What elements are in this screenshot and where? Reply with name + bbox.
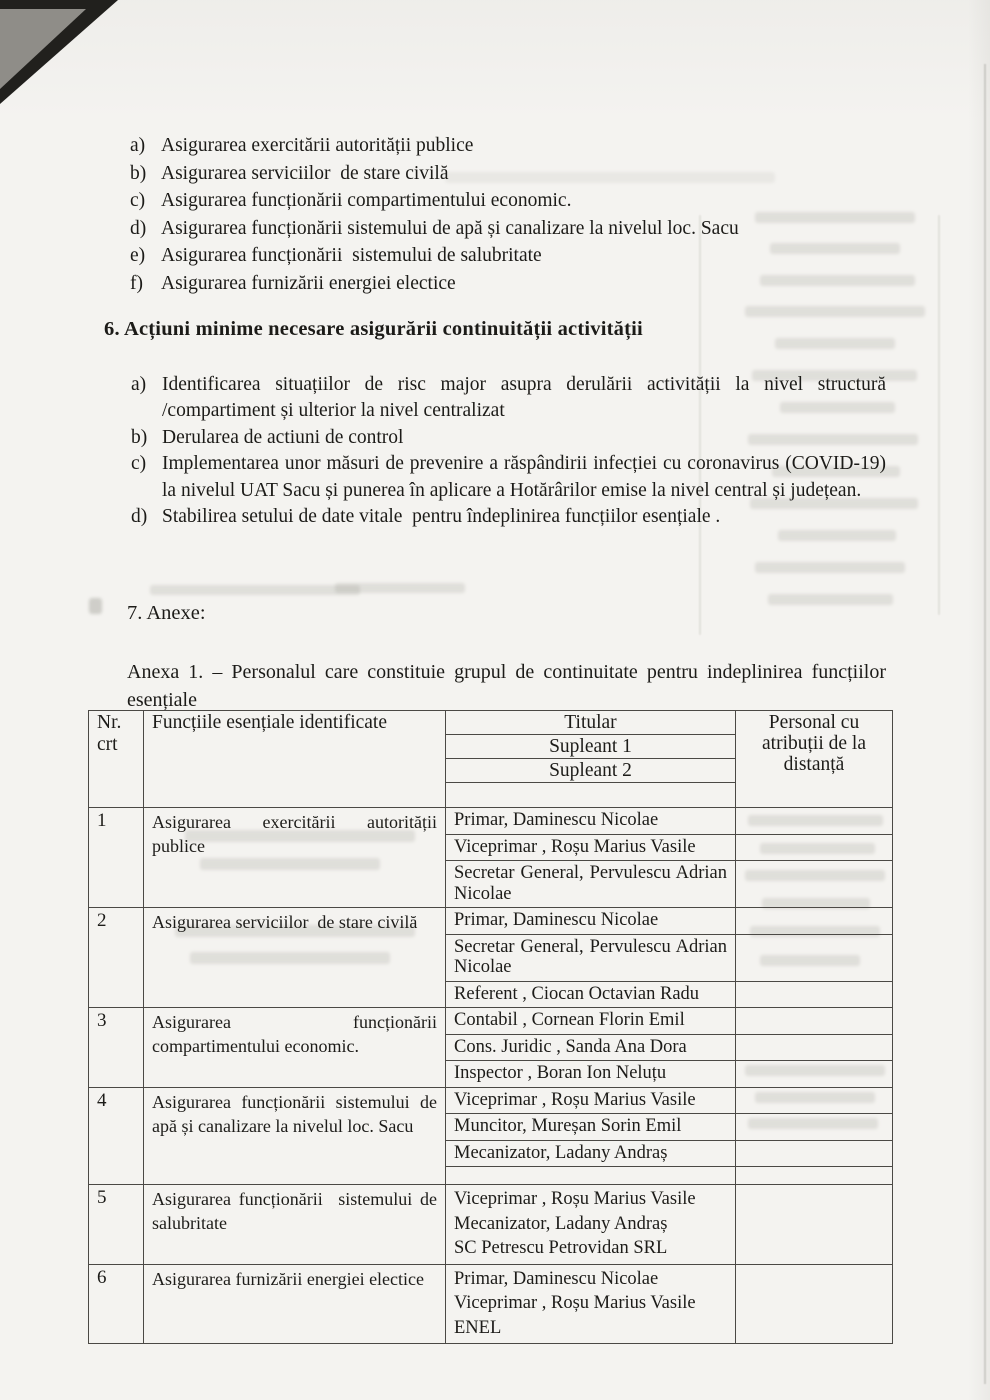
bleedthrough-smudge xyxy=(150,585,360,595)
remote-cell xyxy=(736,1264,893,1344)
bleedthrough-smudge xyxy=(778,530,896,541)
row-number: 1 xyxy=(89,808,144,908)
person-cell: Viceprimar , Roșu Marius Vasile xyxy=(446,1087,736,1114)
person-cell: Secretar General, Pervulescu Adrian Nicolae xyxy=(446,861,736,908)
section-7-heading: 7. Anexe: xyxy=(127,602,206,624)
list-item xyxy=(131,451,891,504)
list-item xyxy=(130,132,890,160)
remote-cell xyxy=(736,934,893,981)
header-filler-cell xyxy=(446,783,736,808)
function-cell: Asigurarea furnizării energiei electice xyxy=(144,1264,446,1344)
header-titular: Titular xyxy=(446,711,736,735)
person-line: ENEL xyxy=(454,1317,502,1338)
list-item-text: Asigurarea furnizării energiei electice xyxy=(161,272,456,294)
bleedthrough-smudge xyxy=(335,583,465,593)
list-item-text: Stabilirea setului de date vitale pentru îndeplinirea funcțiilor esențiale . xyxy=(162,506,721,528)
bleedthrough-smudge xyxy=(768,594,893,605)
list-item-marker: d) xyxy=(131,506,148,528)
person-cell: Contabil , Cornean Florin Emil xyxy=(446,1008,736,1035)
list-item-marker: d) xyxy=(130,217,147,239)
list-item-text: Asigurarea funcționării sistemului de salubritate xyxy=(161,245,542,267)
list-item-text: Identificarea situațiilor de risc major asupra derulării activității la nivel structură /compartiment și ulterior la nivel centralizat xyxy=(162,374,891,422)
list-item-marker: e) xyxy=(130,245,146,267)
remote-cell xyxy=(736,1114,893,1141)
remote-cell xyxy=(736,1061,893,1088)
person-cell xyxy=(446,1264,736,1344)
header-functions: Funcțiile esențiale identificate xyxy=(144,711,446,808)
list-item xyxy=(130,160,890,188)
person-cell: Viceprimar , Roșu Marius Vasile xyxy=(446,834,736,861)
table-row xyxy=(89,1185,893,1265)
person-line: Mecanizator, Ladany Andraș xyxy=(454,1213,668,1234)
bleedthrough-mark xyxy=(89,598,102,614)
remote-cell xyxy=(736,981,893,1008)
remote-cell xyxy=(736,808,893,835)
list-item-text: Derularea de actiuni de control xyxy=(162,426,404,448)
remote-cell xyxy=(736,834,893,861)
function-cell: Asigurarea funcționării sistemului de apă și canalizare la nivelul loc. Sacu xyxy=(144,1087,446,1185)
header-remote-personnel: Personal cu atribuții de la distanță xyxy=(736,711,893,808)
remote-cell xyxy=(736,1008,893,1035)
person-line: Viceprimar , Roșu Marius Vasile xyxy=(454,1189,696,1209)
row-number: 6 xyxy=(89,1264,144,1344)
person-cell xyxy=(446,1185,736,1265)
remote-cell xyxy=(736,1034,893,1061)
remote-cell xyxy=(736,1185,893,1265)
list-item-text: Asigurarea exercitării autorității publice xyxy=(161,135,474,156)
remote-cell xyxy=(736,908,893,935)
function-cell: Asigurarea funcționării sistemului de salubritate xyxy=(144,1185,446,1265)
list-item-marker: a) xyxy=(131,374,147,395)
bleedthrough-smudge xyxy=(745,306,925,317)
person-cell: Primar, Daminescu Nicolae xyxy=(446,908,736,935)
list-item-text: Asigurarea serviciilor de stare civilă xyxy=(161,162,449,184)
person-cell: Cons. Juridic , Sanda Ana Dora xyxy=(446,1034,736,1061)
person-cell: Muncitor, Mureșan Sorin Emil xyxy=(446,1114,736,1141)
list-item xyxy=(131,425,886,451)
table-row xyxy=(89,1087,893,1114)
list-item-text: Implementarea unor măsuri de prevenire a răspândirii infecției cu coronavirus (COVID-19) la nivelul UAT Sacu și punerea în aplicare a Hotărârilor emise la nivel central și județean. xyxy=(162,453,891,501)
person-line: Viceprimar , Roșu Marius Vasile xyxy=(454,1293,696,1313)
remote-cell xyxy=(736,861,893,908)
row-number: 5 xyxy=(89,1185,144,1265)
personnel-continuity-table xyxy=(88,710,893,1344)
list-item-text: Asigurarea funcționării compartimentului economic. xyxy=(161,190,572,212)
function-cell: Asigurarea exercitării autorității publice xyxy=(144,808,446,908)
page-corner-fold-inner-artifact xyxy=(0,9,86,89)
list-item xyxy=(130,242,890,270)
header-supleant-1: Supleant 1 xyxy=(446,735,736,759)
function-cell: Asigurarea funcționării compartimentului economic. xyxy=(144,1008,446,1088)
table-header-row xyxy=(89,711,893,735)
row-number: 4 xyxy=(89,1087,144,1185)
bleedthrough-table-line xyxy=(938,215,940,615)
list-item-marker: b) xyxy=(130,162,147,184)
header-supleant-2: Supleant 2 xyxy=(446,759,736,783)
list-item-marker: c) xyxy=(130,190,146,212)
page-edge-line-artifact xyxy=(984,64,986,1384)
row-number: 3 xyxy=(89,1008,144,1088)
person-cell: Primar, Daminescu Nicolae xyxy=(446,808,736,835)
list-item xyxy=(130,215,890,243)
header-nr-crt: Nr. crt xyxy=(89,711,144,808)
annex-1-caption: Anexa 1. – Personalul care constituie grupul de continuitate pentru indeplinirea funcțiilor esențiale xyxy=(127,661,886,711)
list-item-text: Asigurarea funcționării sistemului de apă și canalizare la nivelul loc. Sacu xyxy=(161,217,739,239)
person-cell: Mecanizator, Ladany Andraș xyxy=(446,1140,736,1167)
person-cell-empty xyxy=(446,1167,736,1185)
list-item-marker: b) xyxy=(131,426,148,448)
remote-cell xyxy=(736,1167,893,1185)
bleedthrough-smudge xyxy=(775,338,895,349)
person-cell: Inspector , Boran Ion Neluțu xyxy=(446,1061,736,1088)
remote-cell xyxy=(736,1087,893,1114)
function-cell: Asigurarea serviciilor de stare civilă xyxy=(144,908,446,1008)
list-item xyxy=(131,504,886,530)
section-6-list xyxy=(131,372,891,530)
list-item-marker: a) xyxy=(130,135,146,156)
list-item xyxy=(130,270,890,298)
remote-cell xyxy=(736,1140,893,1167)
table-row xyxy=(89,808,893,835)
person-line: Primar, Daminescu Nicolae xyxy=(454,1268,659,1289)
person-cell: Secretar General, Pervulescu Adrian Nicolae xyxy=(446,934,736,981)
table-row xyxy=(89,908,893,935)
section-6-heading: 6. Acțiuni minime necesare asigurării continuității activității xyxy=(104,318,643,340)
table-row xyxy=(89,1264,893,1344)
person-cell: Referent , Ciocan Octavian Radu xyxy=(446,981,736,1008)
essential-functions-list xyxy=(130,132,890,298)
table-row xyxy=(89,1008,893,1035)
person-line: SC Petrescu Petrovidan SRL xyxy=(454,1238,668,1258)
list-item-marker: f) xyxy=(130,272,143,294)
list-item xyxy=(131,372,891,425)
list-item xyxy=(130,187,890,215)
bleedthrough-smudge xyxy=(755,562,905,573)
list-item-marker: c) xyxy=(131,453,147,475)
row-number: 2 xyxy=(89,908,144,1008)
